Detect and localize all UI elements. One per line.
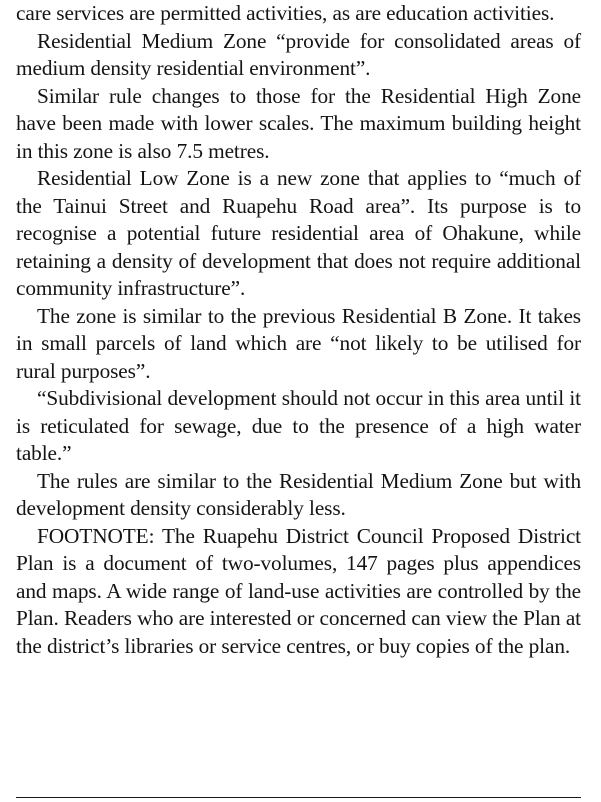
paragraph-residential-low-zone: Residential Low Zone is a new zone that applies to “much of the Tainui Street and Ruapehu Road area”. Its purpose is to recognise a potential future residential area of Ohakune, while retaining a density of development that does not require additional community infrastructure”. [16, 166, 581, 300]
article-body [16, 0, 581, 660]
paragraph-rules-similar: The rules are similar to the Residential Medium Zone but with development density considerably less. [16, 468, 581, 520]
paragraph-rule-changes: Similar rule changes to those for the Residential High Zone have been made with lower scales. The maximum building height in this zone is also 7.5 metres. [16, 83, 581, 163]
paragraph-residential-medium-zone: Residential Medium Zone “provide for consolidated areas of medium density residential environment”. [16, 28, 581, 80]
paragraph-continuation: care services are permitted activities, as are education activities. [16, 1, 555, 25]
paragraph-footnote: FOOTNOTE: The Ruapehu District Council Proposed District Plan is a document of two-volumes, 147 pages plus appendices and maps. A wide range of land-use activities are controlled by the Plan. Readers who are interested or concerned can view the Plan at the district’s libraries or service centres, or buy copies of the plan. [16, 523, 581, 658]
paragraph-subdivisional-quote: “Subdivisional development should not occur in this area until it is reticulated for sewage, due to the presence of a high water table.” [16, 386, 581, 465]
bottom-divider [16, 797, 581, 798]
paragraph-zone-similar: The zone is similar to the previous Residential B Zone. It takes in small parcels of land which are “not likely to be utilised for rural purposes”. [16, 303, 581, 383]
